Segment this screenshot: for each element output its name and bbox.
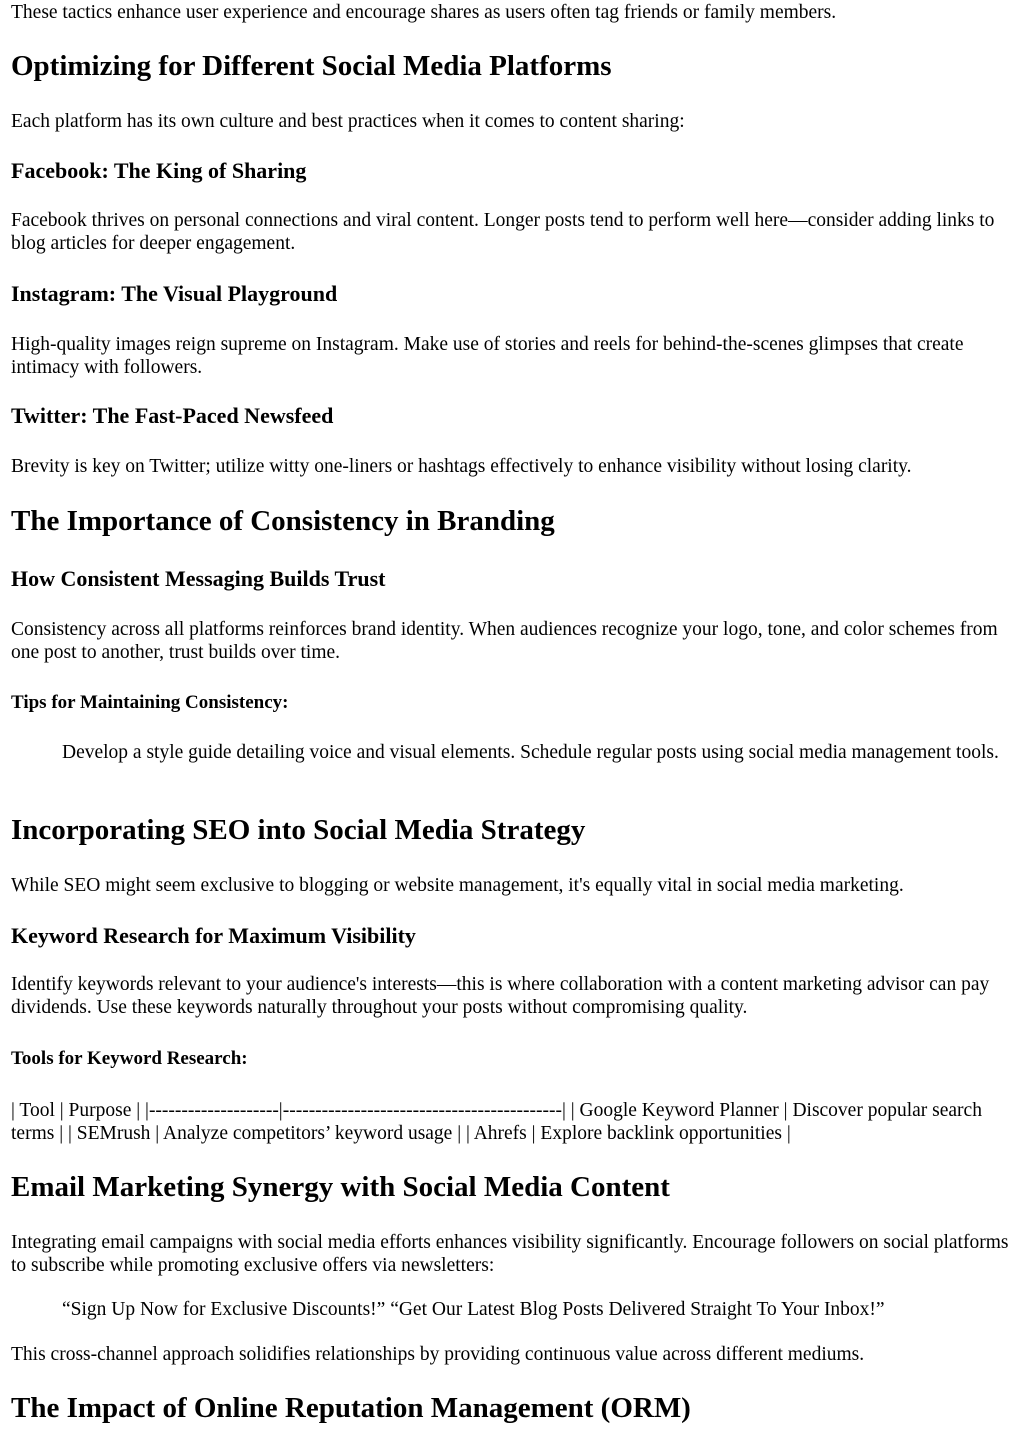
paragraph-consistency-trust: Consistency across all platforms reinforces brand identity. When audiences recognize your logo, tone, and color schemes from one post to another, trust builds over time. (11, 619, 998, 663)
heading-tips-consistency: Tips for Maintaining Consistency: (11, 692, 289, 713)
heading-seo-strategy: Incorporating SEO into Social Media Strategy (11, 814, 586, 846)
heading-orm: The Impact of Online Reputation Management (ORM) (11, 1392, 691, 1424)
heading-keyword-tools: Tools for Keyword Research: (11, 1048, 248, 1069)
paragraph-each-platform: Each platform has its own culture and best practices when it comes to content sharing: (11, 111, 685, 132)
paragraph-email: Integrating email campaigns with social media efforts enhances visibility significantly. Encourage followers on social platforms to subscribe while promoting exclusive offers via newsletters: (11, 1232, 1009, 1276)
quote-tips-consistency: Develop a style guide detailing voice and visual elements. Schedule regular posts using social media management tools. (62, 742, 999, 763)
heading-instagram: Instagram: The Visual Playground (11, 281, 338, 306)
heading-consistent-messaging: How Consistent Messaging Builds Trust (11, 566, 386, 591)
quote-email-offers: “Sign Up Now for Exclusive Discounts!” “Get Our Latest Blog Posts Delivered Straight To Your Inbox!” (62, 1299, 885, 1320)
paragraph-facebook: Facebook thrives on personal connections and viral content. Longer posts tend to perform well here—consider adding links to blog articles for deeper engagement. (11, 210, 995, 254)
paragraph-seo: While SEO might seem exclusive to blogging or website management, it's equally vital in social media marketing. (11, 875, 904, 896)
heading-consistency-branding: The Importance of Consistency in Branding (11, 505, 555, 537)
paragraph-tools-table: | Tool | Purpose | |--------------------|-------------------------------------------| | Google Keyword Planner | Discover popular search terms | | SEMrush | Analyze competitors’ keyword usage | | Ahrefs | Explore backlink opportunities | (11, 1100, 982, 1144)
paragraph-twitter: Brevity is key on Twitter; utilize witty one-liners or hashtags effectively to enhance visibility without losing clarity. (11, 456, 912, 477)
paragraph-instagram: High-quality images reign supreme on Instagram. Make use of stories and reels for behind-the-scenes glimpses that create intimacy with followers. (11, 334, 964, 378)
heading-twitter: Twitter: The Fast-Paced Newsfeed (11, 403, 334, 428)
heading-facebook: Facebook: The King of Sharing (11, 158, 307, 183)
heading-keyword-research: Keyword Research for Maximum Visibility (11, 923, 416, 948)
paragraph-cross-channel: This cross-channel approach solidifies relationships by providing continuous value across different mediums. (11, 1344, 865, 1365)
paragraph-keyword-research: Identify keywords relevant to your audience's interests—this is where collaboration with a content marketing advisor can pay dividends. Use these keywords naturally throughout your posts without compromising quality. (11, 974, 990, 1018)
intro-paragraph: These tactics enhance user experience and encourage shares as users often tag friends or family members. (11, 2, 837, 23)
heading-optimizing-platforms: Optimizing for Different Social Media Platforms (11, 50, 612, 82)
heading-email-marketing: Email Marketing Synergy with Social Media Content (11, 1171, 670, 1203)
